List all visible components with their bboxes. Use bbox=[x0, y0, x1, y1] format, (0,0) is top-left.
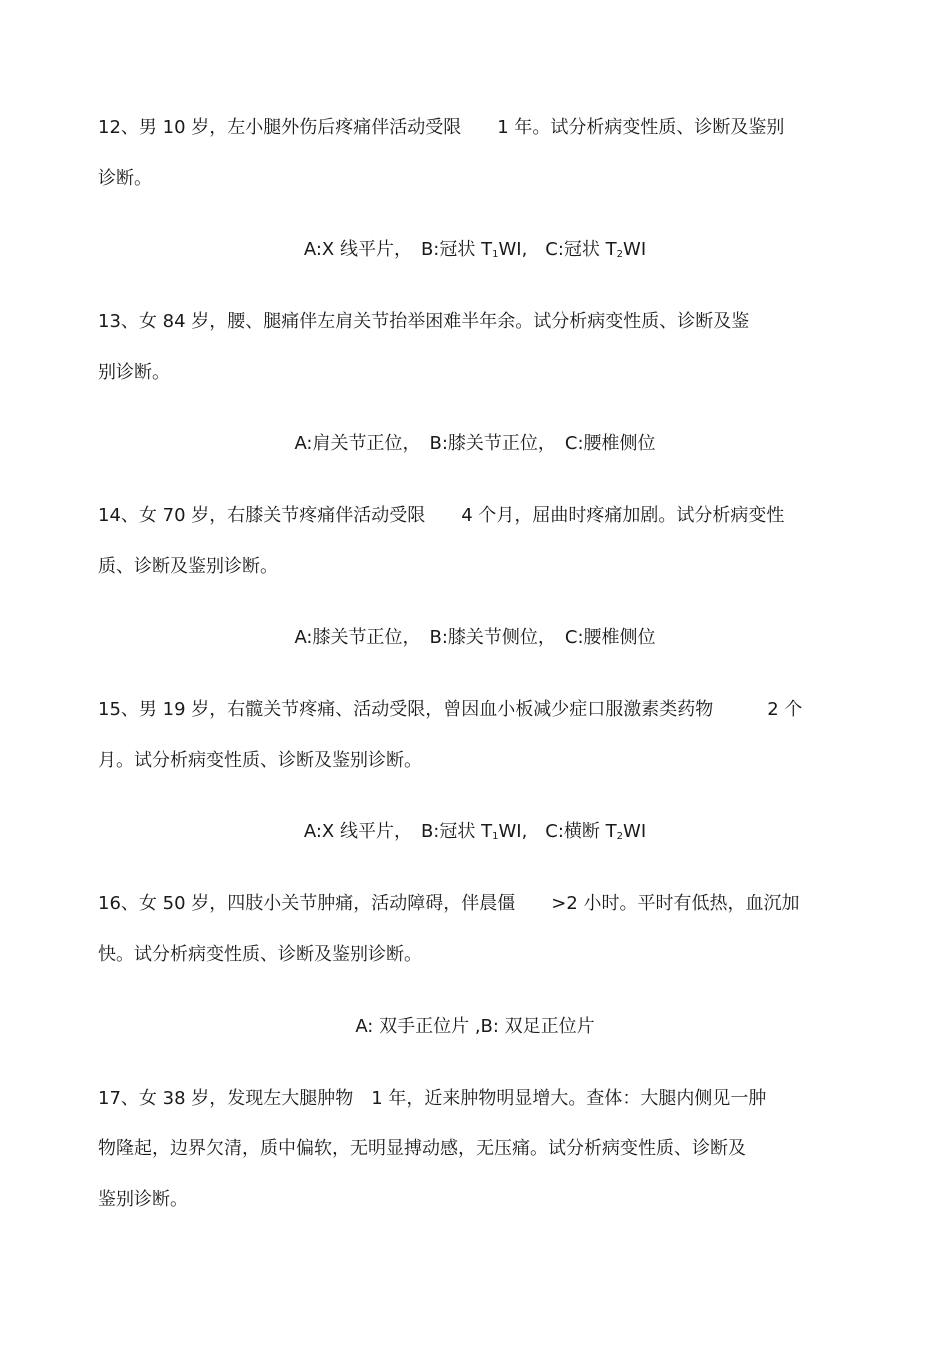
question-12-options bbox=[0, 238, 950, 262]
question-14-line-1: 14、女 70 岁，右膝关节疼痛伴活动受限 4 个月，屈曲时疼痛加剧。试分析病变性 bbox=[98, 505, 785, 526]
question-12-line-2: 诊断。 bbox=[98, 168, 152, 189]
question-15-line-2: 月。试分析病变性质、诊断及鉴别诊断。 bbox=[98, 750, 422, 771]
question-15-line-1: 15、男 19 岁，右髋关节疼痛、活动受限，曾因血小板减少症口服激素类药物 2 个 bbox=[98, 699, 803, 720]
options-text: A:X 线平片， B:冠状 T bbox=[303, 821, 493, 842]
question-16-line-2: 快。试分析病变性质、诊断及鉴别诊断。 bbox=[98, 944, 422, 965]
question-13-line-2: 别诊断。 bbox=[98, 362, 170, 383]
question-16-options: A: 双手正位片 ,B: 双足正位片 bbox=[355, 1016, 595, 1037]
subscript: 2 bbox=[616, 831, 624, 842]
question-17-line-1: 17、女 38 岁，发现左大腿肿物 1 年，近来肿物明显增大。查体：大腿内侧见一肿 bbox=[98, 1088, 767, 1109]
options-text: WI bbox=[623, 821, 647, 842]
question-13-options: A:肩关节正位， B:膝关节正位， C:腰椎侧位 bbox=[294, 433, 656, 454]
options-text: A:X 线平片， B:冠状 T bbox=[303, 239, 493, 260]
options-text: WI, C:冠状 T bbox=[498, 239, 617, 260]
options-text: WI, C:横断 T bbox=[498, 821, 617, 842]
question-14-options: A:膝关节正位， B:膝关节侧位， C:腰椎侧位 bbox=[294, 627, 656, 648]
question-17-line-3: 鉴别诊断。 bbox=[98, 1189, 188, 1210]
question-14-line-2: 质、诊断及鉴别诊断。 bbox=[98, 556, 278, 577]
options-text: WI bbox=[623, 239, 647, 260]
subscript: 1 bbox=[492, 831, 499, 842]
subscript: 2 bbox=[616, 249, 624, 260]
subscript: 1 bbox=[492, 249, 499, 260]
question-12-line-1: 12、男 10 岁，左小腿外伤后疼痛伴活动受限 1 年。试分析病变性质、诊断及鉴别 bbox=[98, 117, 785, 138]
question-17-line-2: 物隆起，边界欠清，质中偏软，无明显搏动感，无压痛。试分析病变性质、诊断及 bbox=[98, 1138, 746, 1159]
question-13-line-1: 13、女 84 岁，腰、腿痛伴左肩关节抬举困难半年余。试分析病变性质、诊断及鉴 bbox=[98, 311, 750, 332]
question-15-options bbox=[0, 820, 950, 844]
question-16-line-1: 16、女 50 岁，四肢小关节肿痛，活动障碍，伴晨僵 >2 小时。平时有低热，血沉加 bbox=[98, 893, 800, 914]
